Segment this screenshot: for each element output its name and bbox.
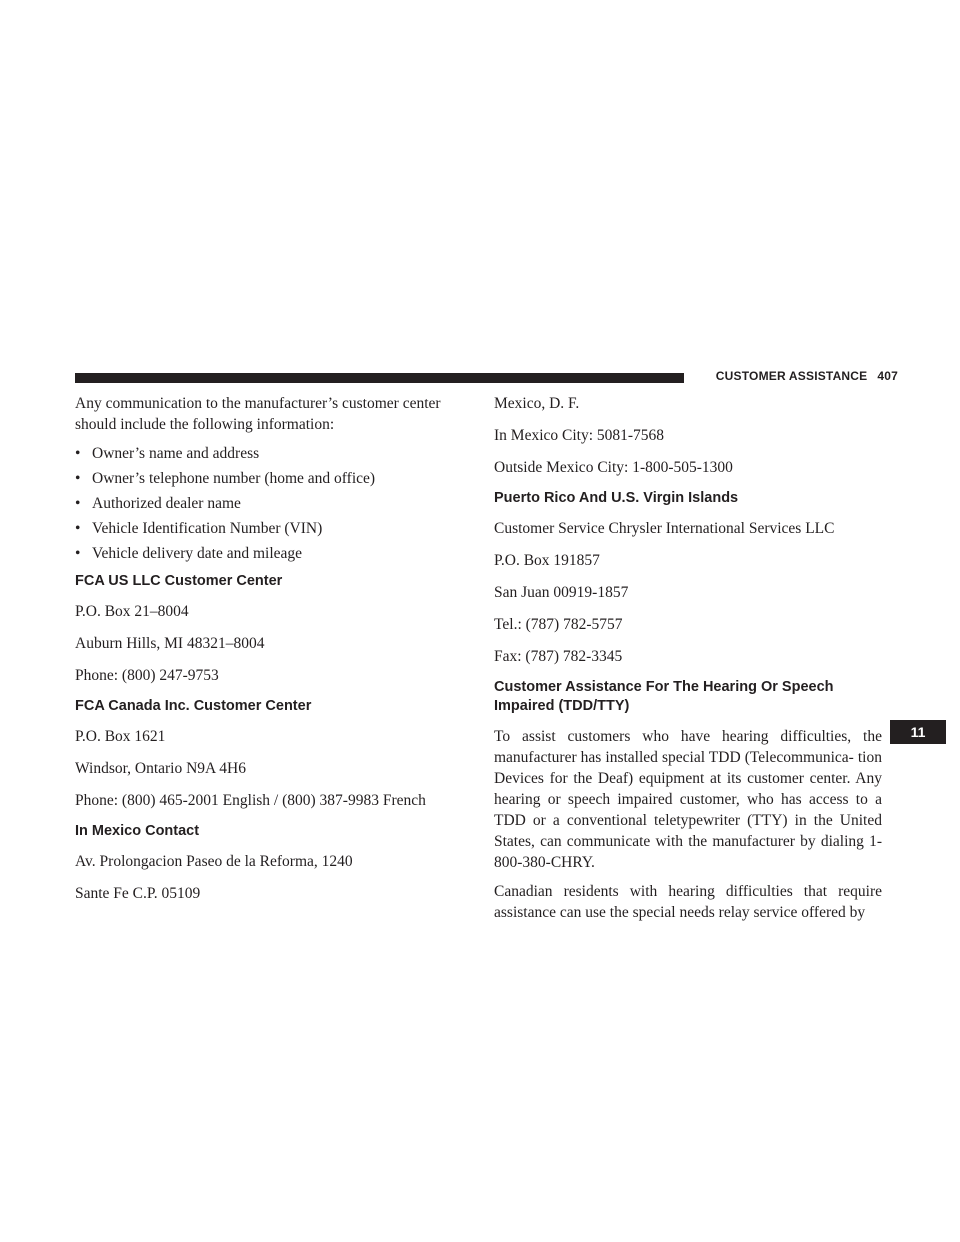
fca-us-line: P.O. Box 21–8004 (75, 603, 189, 620)
bullet-icon: • (75, 520, 81, 537)
bullet-icon: • (75, 445, 81, 462)
mexico-line: Av. Prolongacion Paseo de la Reforma, 1240 (75, 853, 353, 870)
mexico-line: Outside Mexico City: 1-800-505-1300 (494, 459, 733, 476)
mexico-line: Mexico, D. F. (494, 395, 580, 412)
puerto-rico-line: Customer Service Chrysler International Services LLC (494, 520, 835, 537)
list-item: • Vehicle delivery date and mileage (75, 545, 303, 562)
right-column (494, 393, 882, 931)
left-column (75, 393, 465, 915)
mexico-line: In Mexico City: 5081-7568 (494, 427, 665, 444)
page-number: 407 (877, 369, 898, 383)
info-list (75, 443, 465, 564)
hearing-heading: Customer Assistance For The Hearing Or Speech Impaired (TDD/TTY) (494, 679, 834, 714)
canada-relay-paragraph: Canadian residents with hearing difficulties that require assistance can use the special needs relay service offered by (494, 883, 882, 921)
fca-canada-line: P.O. Box 1621 (75, 728, 166, 745)
list-item: • Authorized dealer name (75, 495, 241, 512)
fca-us-line: Auburn Hills, MI 48321–8004 (75, 635, 265, 652)
fca-canada-heading: FCA Canada Inc. Customer Center (75, 698, 312, 714)
list-item: • Owner’s name and address (75, 445, 260, 462)
header-rule (75, 373, 684, 383)
list-item: • Vehicle Identification Number (VIN) (75, 520, 323, 537)
mexico-heading: In Mexico Contact (75, 823, 200, 839)
intro-paragraph: Any communication to the manufacturer’s customer center should include the following information: (75, 395, 441, 433)
fca-canada-phone: Phone: (800) 465-2001 English / (800) 387-9983 French (75, 792, 426, 809)
puerto-rico-phone: Tel.: (787) 782-5757 (494, 616, 623, 633)
puerto-rico-line: San Juan 00919-1857 (494, 584, 629, 601)
fca-us-phone: Phone: (800) 247-9753 (75, 667, 219, 684)
puerto-rico-line: P.O. Box 191857 (494, 552, 600, 569)
running-header (716, 369, 898, 383)
section-title: CUSTOMER ASSISTANCE (715, 369, 868, 383)
hearing-paragraph: To assist customers who have hearing difficulties, the manufacturer has installed special TDD (Telecommunica- tion Devices for the Deaf) equipment at its customer center. Any hearing or speech impaired customer, who has access to a TDD or a conventional teletypewriter (TTY) in the United States, can communicate with the manufacturer by dialing 1-800-380-CHRY. (494, 728, 882, 871)
fca-us-heading: FCA US LLC Customer Center (75, 573, 283, 589)
chapter-tab: 11 (890, 720, 946, 744)
bullet-icon: • (75, 470, 81, 487)
fca-canada-line: Windsor, Ontario N9A 4H6 (75, 760, 246, 777)
list-item: • Owner’s telephone number (home and office) (75, 470, 376, 487)
puerto-rico-heading: Puerto Rico And U.S. Virgin Islands (494, 490, 739, 506)
bullet-icon: • (75, 495, 81, 512)
mexico-line: Sante Fe C.P. 05109 (75, 885, 201, 902)
bullet-icon: • (75, 545, 81, 562)
puerto-rico-fax: Fax: (787) 782-3345 (494, 648, 623, 665)
